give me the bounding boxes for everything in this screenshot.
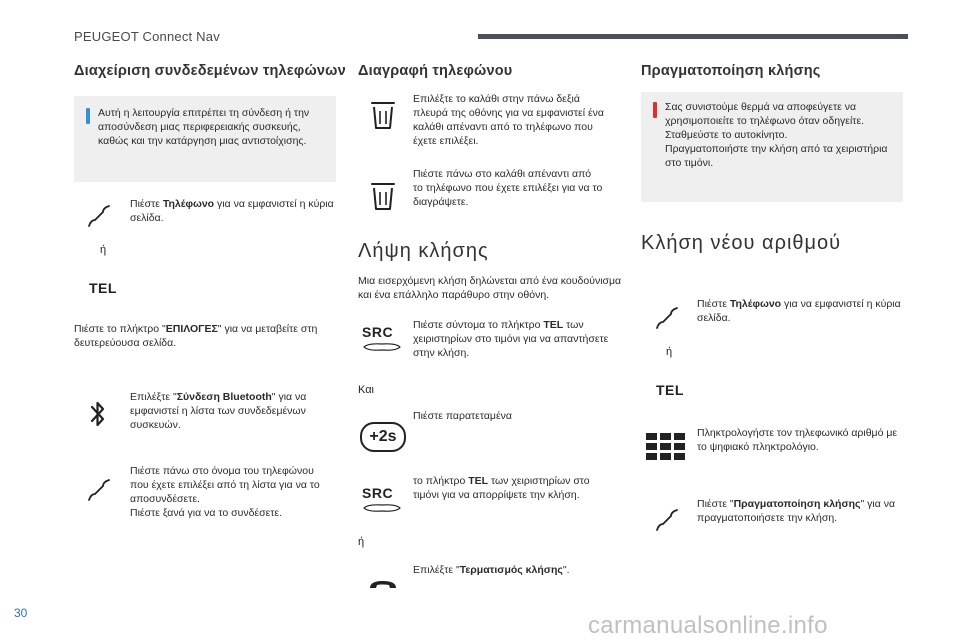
page-number: 30 [14,606,28,620]
and-text: Και [358,384,375,396]
src-button-icon: SRC [362,485,402,513]
heading-delete-phone: Διαγραφή τηλεφώνου [358,63,513,79]
hold-2s-icon: +2s [360,422,406,452]
phone-handset-icon [654,305,680,331]
intro-incoming-call: Μια εισερχόμενη κλήση δηλώνεται από ένα κουδούνισμα και ένα επάλληλο παράθυρο στην οθόνη. [358,275,622,301]
step-delete-phone: Πιέστε πάνω στο καλάθι απέναντι από το τηλέφωνο που έχετε επιλέξει για να το διαγράψετε. [413,168,603,208]
src-button-icon: SRC [362,324,402,352]
step-end-call: Επιλέξτε "Τερματισμός κλήσης". [413,564,570,576]
step-dial-number: Πληκτρολογήστε τον τηλεφωνικό αριθμό με το ψηφιακό πληκτρολόγιο. [697,427,898,453]
step-select-trash: Επιλέξτε το καλάθι στην πάνω δεξιά πλευρά της οθόνης για να εμφανιστεί ένα καλάθι απέναντι από το τηλέφωνο που έχετε επιλέξει. [413,93,604,147]
step-bluetooth: Επιλέξτε "Σύνδεση Bluetooth" για να εμφανιστεί η λίστα των συνδεδεμένων συσκευών. [130,391,307,431]
bluetooth-icon [90,399,106,429]
heading-call-new-number: Κλήση νέου αριθμού [641,232,842,254]
info-note [74,96,336,182]
phone-handset-icon [654,507,680,533]
tel-button-label: TEL [89,280,117,296]
or-text: ή [666,346,673,358]
warning-note [641,92,903,202]
heading-receive-call: Λήψη κλήσης [358,240,489,262]
keypad-icon [646,433,686,463]
heading-manage-phones: Διαχείριση συνδεδεμένων τηλεφώνων [74,63,346,79]
step-reject-call: το πλήκτρο TEL των χειριστηρίων στο τιμόνι για να απορρίψετε την κλήση. [413,475,590,501]
or-text: ή [100,244,107,256]
tel-button-label: TEL [656,382,684,398]
manual-title: PEUGEOT Connect Nav [74,29,220,44]
heading-make-call: Πραγματοποίηση κλήσης [641,63,821,79]
step-long-press: Πιέστε παρατεταμένα [413,410,512,422]
step-connect-phone: Πιέστε πάνω στο όνομα του τηλεφώνου που έχετε επιλέξει από τη λίστα για να το αποσυνδέσετε. Πιέστε ξανά για να το συνδέσετε. [130,465,320,519]
trash-icon [371,100,395,130]
header-rule [478,34,908,39]
warning-icon [653,102,657,118]
info-icon [86,108,90,124]
para-options: Πιέστε το πλήκτρο "ΕΠΙΛΟΓΕΣ" για να μεταβείτε στη δευτερεύουσα σελίδα. [74,323,318,349]
info-note-text: Αυτή η λειτουργία επιτρέπει τη σύνδεση ή την αποσύνδεση μιας περιφερειακής συσκευής, καθώς και την κατάργηση μιας αντιστοίχισης. [98,107,310,147]
step-press-phone: Πιέστε Τηλέφωνο για να εμφανιστεί η κύρια σελίδα. [130,198,334,224]
hang-up-icon [368,578,398,592]
step-press-phone: Πιέστε Τηλέφωνο για να εμφανιστεί η κύρια σελίδα. [697,298,901,324]
step-place-call: Πιέστε "Πραγματοποίηση κλήσης" για να πραγματοποιήσετε την κλήση. [697,498,896,524]
step-answer-call: Πιέστε σύντομα το πλήκτρο TEL των χειριστηρίων στο τιμόνι για να απαντήσετε στην κλήση. [413,319,609,359]
warning-note-text: Σας συνιστούμε θερμά να αποφεύγετε να χρησιμοποιείτε το τηλέφωνο όταν οδηγείτε. Σταθμεύστε το αυτοκίνητο. Πραγματοποιήστε την κλήση από τα χειριστήρια στο τιμόνι. [665,101,888,169]
watermark: carmanualsonline.info [588,612,828,639]
phone-handset-icon [86,203,112,229]
trash-icon [371,181,395,211]
phone-handset-icon [86,477,112,503]
or-text: ή [358,536,365,548]
